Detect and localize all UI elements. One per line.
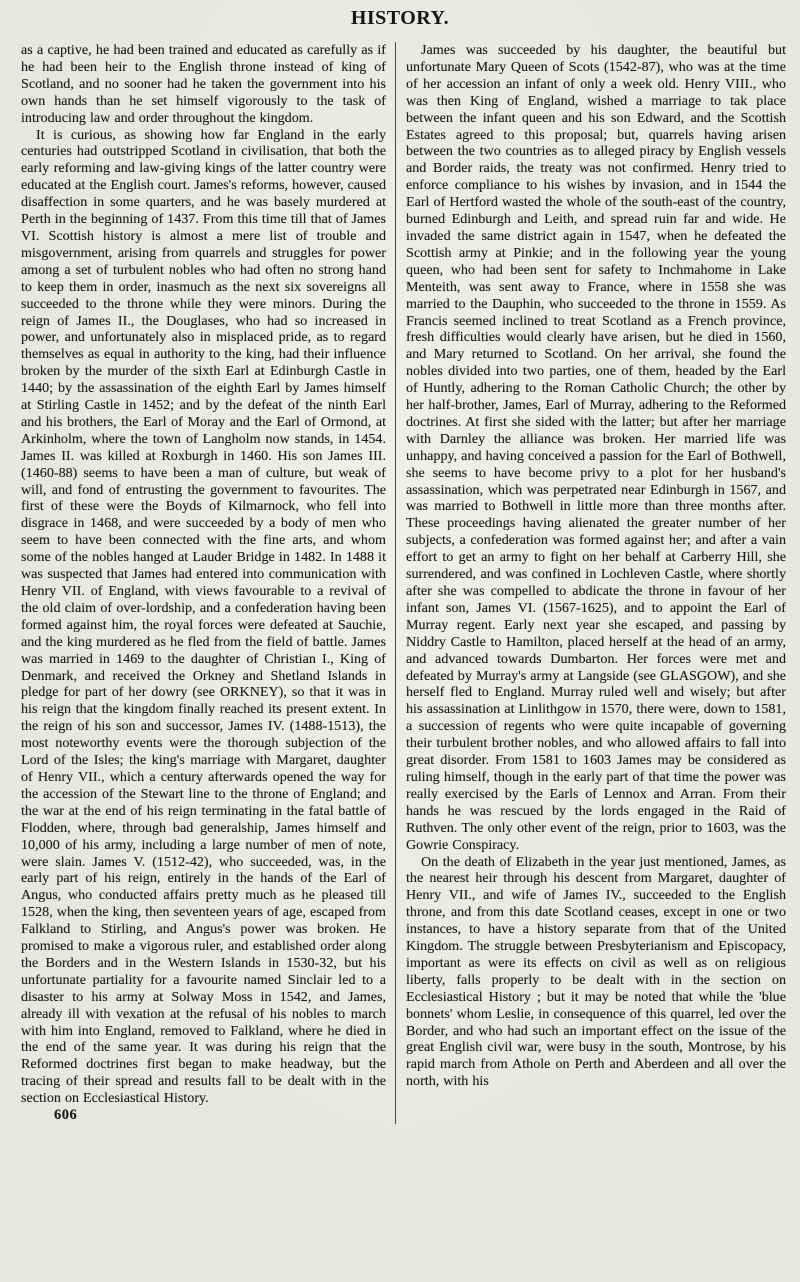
page-number: 606 [54,1107,78,1124]
paragraph: On the death of Elizabeth in the year just mentioned, James, as the nearest heir through his descent from Margaret, daughter of Henry VII., and wife of James IV., succeeded to the English throne, and from this date Scotland ceases, except in one or two instances, to have a history separate from that of the United Kingdom. The struggle between Presbyterianism and Episcopacy, important as were its effects on civil as well as on religious liberty, falls properly to be dealt with in the section on Ecclesiastical History ; but it may be noted that while the 'blue bonnets' whom Leslie, in consequence of this quarrel, led over the Border, and who had such an important effect on the issue of the great English civil war, were busy in the south, Montrose, by his rapid march from Athole on Perth and Aberdeen and all over the north, with his [406,853,786,1090]
right-column [395,42,786,1124]
text-columns [0,42,800,1124]
left-column [21,42,395,1124]
paragraph: It is curious, as showing how far England in the early centuries had outstripped Scotland in civilisation, that both the early reforming and law-giving kings of the latter country were educated at the English court. James's reforms, however, caused disaffection in some quarters, and he was basely murdered at Perth in the beginning of 1437. From this time till that of James VI. Scottish history is almost a mere list of trouble and misgovernment, arising from quarrels and struggles for power among a set of turbulent nobles who had often no strong hand to keep them in order, inasmuch as the next six sovereigns all succeeded to the throne while they were minors. During the reign of James II., the Douglases, who had so increased in power, and unfortunately also in misplaced pride, as to regard themselves as equal in authority to the king, had their influence broken by the murder of the sixth Earl at Edinburgh Castle in 1440; by the assassination of the eighth Earl by James himself at Stirling Castle in 1452; and by the defeat of the ninth Earl and his brothers, the Earl of Moray and the Earl of Ormond, at Arkinholm, where the town of Langholm now stands, in 1454. James II. was killed at Roxburgh in 1460. His son James III. (1460-88) seems to have been a man of culture, but weak of will, and fond of entrusting the government to favourites. The first of these were the Boyds of Kilmarnock, who fell into disgrace in 1468, and were succeeded by a body of men who seem to have been connected with the fine arts, and whom some of the nobles hanged at Lauder Bridge in 1482. In 1488 it was suspected that James had entered into communication with Henry VII. of England, with views favourable to a revival of the old claim of over-lordship, and a confederation having been formed against him, the royal forces were defeated at Sauchie, and the king murdered as he fled from the field of battle. James was married in 1469 to the daughter of Christian I., King of Denmark, and received the Orkney and Shetland Islands in pledge for part of her dowry (see ORKNEY), so that it was in his reign that the kingdom finally reached its present extent. In the reign of his son and successor, James IV. (1488-1513), the most noteworthy events were the thorough subjection of the Lord of the Isles; the king's marriage with Margaret, daughter of Henry VII., which a century afterwards opened the way for the accession of the Stewart line to the throne of England; and the war at the end of his reign terminating in the fatal battle of Flodden, where, through bad generalship, James himself and 10,000 of his army, including a large number of men of note, were slain. James V. (1512-42), who succeeded, was, in the early part of his reign, entirely in the hands of the Earl of Angus, who conducted affairs pretty much as he pleased till 1528, when the king, then seventeen years of age, escaped from Falkland to Stirling, and Angus's power was broken. He promised to make a vigorous ruler, and established order along the Borders and in the Western Islands in 1530-32, but his unfortunate partiality for a favourite named Sinclair led to a disaster to his army at Solway Moss in 1542, and James, already ill with vexation at the refusal of his nobles to march with him into England, removed to Falkland, where he died in the end of the same year. It was during his reign that the Reformed doctrines first began to make headway, but the tracing of their spread and results fall to be dealt with in the section on Ecclesiastical History. [21,126,386,1107]
paragraph: James was succeeded by his daughter, the beautiful but unfortunate Mary Queen of Scots (1542-87), who was at the time of her accession an infant of only a week old. Henry VIII., who was then King of England, wished a marriage to tak place between the infant queen and his son Edward, and the Scottish Estates agreed to this proposal; but, quarrels having arisen between the two countries as to alleged piracy by English vessels and Border raids, the treaty was not confirmed. Henry tried to enforce compliance to his wishes by invasion, and in 1544 the Earl of Hertford wasted the whole of the south-east of the country, burned Edinburgh and Leith, and spread ruin far and wide. He invaded the same district again in 1547, when he defeated the Scottish army at Pinkie; and in the following year the young queen, who had been sent for safety to Inchmahome in Lake Menteith, was sent away to France, where in 1558 she was married to the Dauphin, who succeeded to the throne in 1559. As Francis seemed inclined to treat Scotland as a French province, fresh difficulties would clearly have arisen, but he died in 1560, and Mary returned to Scotland. On her arrival, she found the nobles divided into two parties, one of them, headed by the Earl of Huntly, adhering to the Roman Catholic Church; the other by her half-brother, James, Earl of Murray, adhering to the Reformed doctrines. At first she sided with the latter; but after her marriage with Darnley the alliance was broken. Her married life was unhappy, and having conceived a passion for the Earl of Bothwell, she seems to have become privy to a plot for her husband's assassination, which was perpetrated near Edinburgh in 1567, and was married to Bothwell in little more than three months after. These proceedings having alienated the greater number of her subjects, a confederation was formed against her; and after a vain effort to get an army to fight on her behalf at Carberry Hill, she surrendered, and was confined in Lochleven Castle, where shortly after she was compelled to abdicate the throne in favour of her infant son, James VI. (1567-1625), and to appoint the Earl of Murray regent. Early next year she escaped, and passing by Niddry Castle to Hamilton, placed herself at the head of an army, and advanced towards Dumbarton. Her forces were met and defeated by Murray's army at Langside (see GLASGOW), and she herself fled to England. Murray ruled well and wisely; but after his assassination at Linlithgow in 1570, there were, down to 1581, a succession of regents who were quite incapable of governing their turbulent brother nobles, and who allowed affairs to fall into great disorder. From 1581 to 1603 James may be considered as ruling himself, though in the early part of that time the power was really exercised by the Earls of Lennox and Arran. From their hands he was rescued by the lords engaged in the Raid of Ruthven. The only other event of the reign, prior to 1603, was the Gowrie Conspiracy. [406,42,786,853]
paragraph: as a captive, he had been trained and educated as carefully as if he had been heir to the English throne instead of king of Scotland, and no sooner had he taken the government into his own hands than he set himself vigorously to the task of introducing law and order throughout the kingdom. [21,42,386,126]
page-title: HISTORY. [350,7,450,29]
